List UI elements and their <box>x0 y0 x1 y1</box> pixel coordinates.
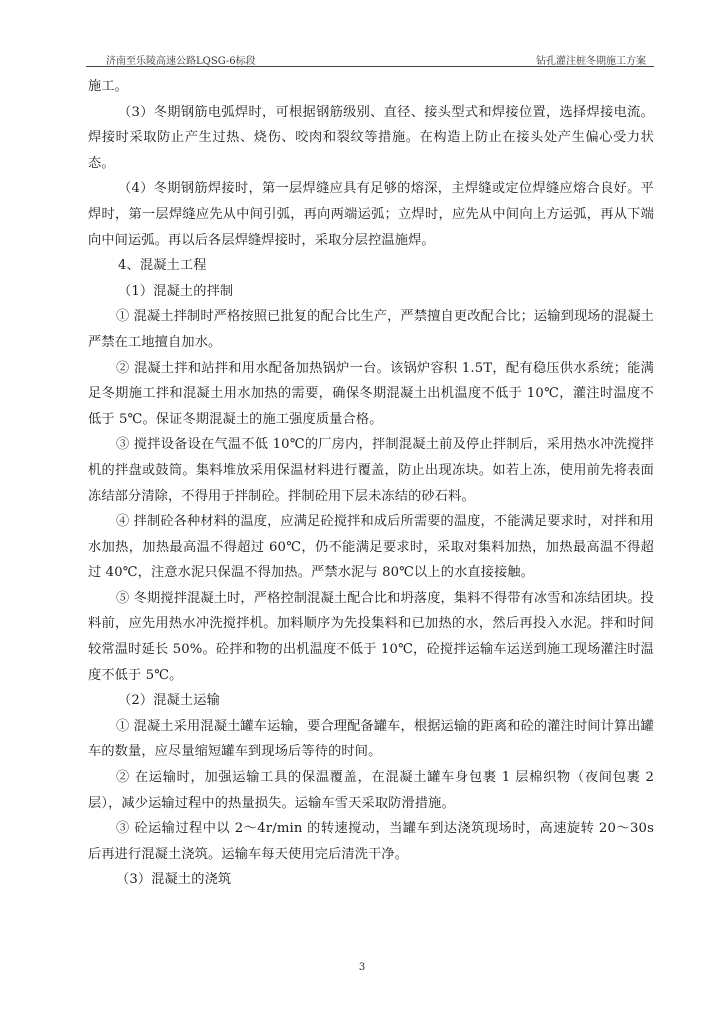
paragraph-arc-welding: （3）冬期钢筋电弧焊时，可根据钢筋级别、直径、接头型式和焊接位置，选择焊接电流。焊接时采取防止产生过热、烧伤、咬肉和裂纹等措施。在构造上防止在接头处产生偏心受力状态。 <box>88 104 654 171</box>
document-body <box>88 74 654 893</box>
subheading-pouring: （3）混凝土的浇筑 <box>116 872 232 888</box>
paragraph-transport-2: ② 在运输时，加强运输工具的保温覆盖，在混凝土罐车身包裹 1 层棉织物（夜间包裹 2 层），减少运输过程中的热量损失。运输车雪天采取防滑措施。 <box>88 770 654 811</box>
paragraph-transport-3: ③ 砼运输过程中以 2～4r/min 的转速搅动，当罐车到达浇筑现场时，高速旋转 20～30s 后再进行混凝土浇筑。运输车每天使用完后清洗干净。 <box>88 821 654 862</box>
paragraph-mixing-5: ⑤ 冬期搅拌混凝土时，严格控制混凝土配合比和坍落度，集料不得带有冰雪和冻结团块。投料前，应先用热水冲洗搅拌机。加料顺序为先投集料和已加热的水，然后再投入水泥。拌和时间较常温时延长 50%。砼拌和物的出机温度不低于 10℃，砼搅拌运输车运送到施工现场灌注时温度不低于 5℃。 <box>88 590 654 683</box>
page-number: 3 <box>358 962 366 973</box>
paragraph-continuation: 施工。 <box>88 79 129 94</box>
page-header <box>86 50 654 66</box>
section-heading-concrete: 4、混凝土工程 <box>118 258 207 274</box>
subheading-mixing: （1）混凝土的拌制 <box>118 283 234 299</box>
paragraph-mixing-4: ④ 拌制砼各种材料的温度，应满足砼搅拌和成后所需要的温度，不能满足要求时，对拌和用水加热，加热最高温不得超过 60℃，仍不能满足要求时，采取对集料加热，加热最高温不得超过 40℃，注意水泥只保温不得加热。严禁水泥与 80℃以上的水直接接触。 <box>88 514 654 581</box>
paragraph-welding-layers: （4）冬期钢筋焊接时，第一层焊缝应具有足够的熔深，主焊缝或定位焊缝应熔合良好。平焊时，第一层焊缝应先从中间引弧，再向两端运弧；立焊时，应先从中间向上方运弧，再从下端向中间运弧。再以后各层焊缝焊接时，采取分层控温施焊。 <box>88 181 654 248</box>
paragraph-mixing-3: ③ 搅拌设备设在气温不低 10℃的厂房内，拌制混凝土前及停止拌制后，采用热水冲洗搅拌机的拌盘或鼓筒。集料堆放采用保温材料进行覆盖，防止出现冻块。如若上冻，使用前先将表面冻结部分清除，不得用于拌制砼。拌制砼用下层未冻结的砂石料。 <box>88 437 654 504</box>
header-rule <box>86 66 654 67</box>
header-document-title: 钻孔灌注桩冬期施工方案 <box>536 56 646 67</box>
paragraph-transport-1: ① 混凝土采用混凝土罐车运输，要合理配备罐车，根据运输的距离和砼的灌注时间计算出罐车的数量，应尽量缩短罐车到现场后等待的时间。 <box>88 718 654 760</box>
header-project-name: 济南至乐陵高速公路LQSG-6标段 <box>106 56 256 67</box>
paragraph-mixing-1: ① 混凝土拌制时严格按照已批复的配合比生产，严禁擅自更改配合比；运输到现场的混凝土严禁在工地擅自加水。 <box>88 309 654 350</box>
subheading-transport: （2）混凝土运输 <box>118 693 220 709</box>
paragraph-mixing-2: ② 混凝土拌和站拌和用水配备加热锅炉一台。该锅炉容积 1.5T，配有稳压供水系统；能满足冬期施工拌和混凝土用水加热的需要，确保冬期混凝土出机温度不低于 10℃，灌注时温度不低于 5℃。保证冬期混凝土的施工强度质量合格。 <box>88 360 654 427</box>
